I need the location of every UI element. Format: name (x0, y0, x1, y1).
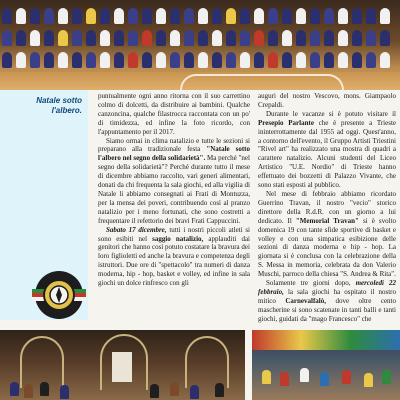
court-line (180, 74, 344, 90)
article-column-2 (258, 92, 396, 324)
church-photo (0, 330, 245, 400)
col1-paragraph-2: Siamo ormai in clima natalizio e tutte le sezioni si preparano alla tradizionale festa "Natale sotto l'albero nel segno della solidarietà". Ma perché "nel segno della solidarietà"? Perché durante tutto il mese di dicembre abbiamo raccolto, vari generi alimentari, donati da chi frequenta la sala giochi, ed alla vigilia di Natale li abbiamo consegnati ai Frati di Montuzza, per la mensa dei poveri, contribuendo così al pranzo natalizio per i meno fortunati, che sono costretti a frequentare il refettorio dei bravi Frati Cappuccini. (98, 136, 251, 225)
altar-figure (112, 352, 132, 382)
carnival-decorations (252, 330, 400, 350)
sidebar-panel (0, 90, 88, 320)
col2-paragraph-2: Durante le vacanze si è potuto visitare il Presepio Parlante che è presente a Trieste ininterrottamente dal 1955 ad oggi. Quest'anno, a contorno dell'evento, il Gruppo Artisti Triestini "Rivel art" ha realizzato una mostra di quadri a carattere natalizio. Alcuni studenti del Liceo Artistico "U.E. Nordio" di Trieste hanno effettuato dei bozzetti di Palazzo Vivante, che sono stati esposti al pubblico. (258, 109, 397, 190)
col2-paragraph-3: Nel mese di febbraio abbiamo ricordato Guerrino Travan, il nostro "vecio" storico direttore della R.d.R. con un giorno a lui dedicato. Il "Memorial Travan" si è svolto domenica 19 con tante sfide sportive di basket e volley e con una simpatica esibizione delle sezioni di danza moderna e hip - hop. La giornata si è conclusa con la celebrazione della S. Messa in memoria, celebrata da don Valerio Muschi, parroco della chiesa "S. Andrea & Rita". (258, 189, 397, 279)
group-photo-top (0, 0, 400, 90)
club-emblem-icon (30, 268, 88, 322)
carnival-photo (252, 330, 400, 400)
article-column-1 (98, 92, 250, 288)
col2-paragraph-4: Solamente tre giorni dopo, mercoledì 22 febbraio, la sala giochi ha ospitato il nostro mitico Carnevalfalò, dove oltre cento mascherine si sono scatenate in tanti balli e tanti giochi, guidati da "mago Francesco" che (258, 279, 396, 323)
caption-natale: Natale sotto l'albero. (36, 96, 82, 115)
col1-paragraph-3: Sabato 17 dicembre, tutti i nostri piccoli atleti si sono esibiti nel saggio natalizio, applauditi dai genitori che hanno così potuto costatare la bravura dei loro figlioletti ed anche la bravura e competenza degli istruttori. Due ore di "spettacolo" tra numeri di danza moderna, hip - hop, basket e volley, ed infine in sala giochi un dolce rinfresco con gli (98, 225, 250, 288)
col2-paragraph-1: auguri del nostro Vescovo, mons. Giampaolo Crepaldi. (258, 92, 396, 109)
col1-paragraph-1: puntualmente ogni anno ritorna con il suo carrettino colmo di dolcetti, da distribuire ai bambini. Qualche canzoncina, qualche filastrocca raccontata con un po' di timidezza, ed infine la foto ricordo, con l'appuntamento per il 2017. (98, 92, 250, 136)
